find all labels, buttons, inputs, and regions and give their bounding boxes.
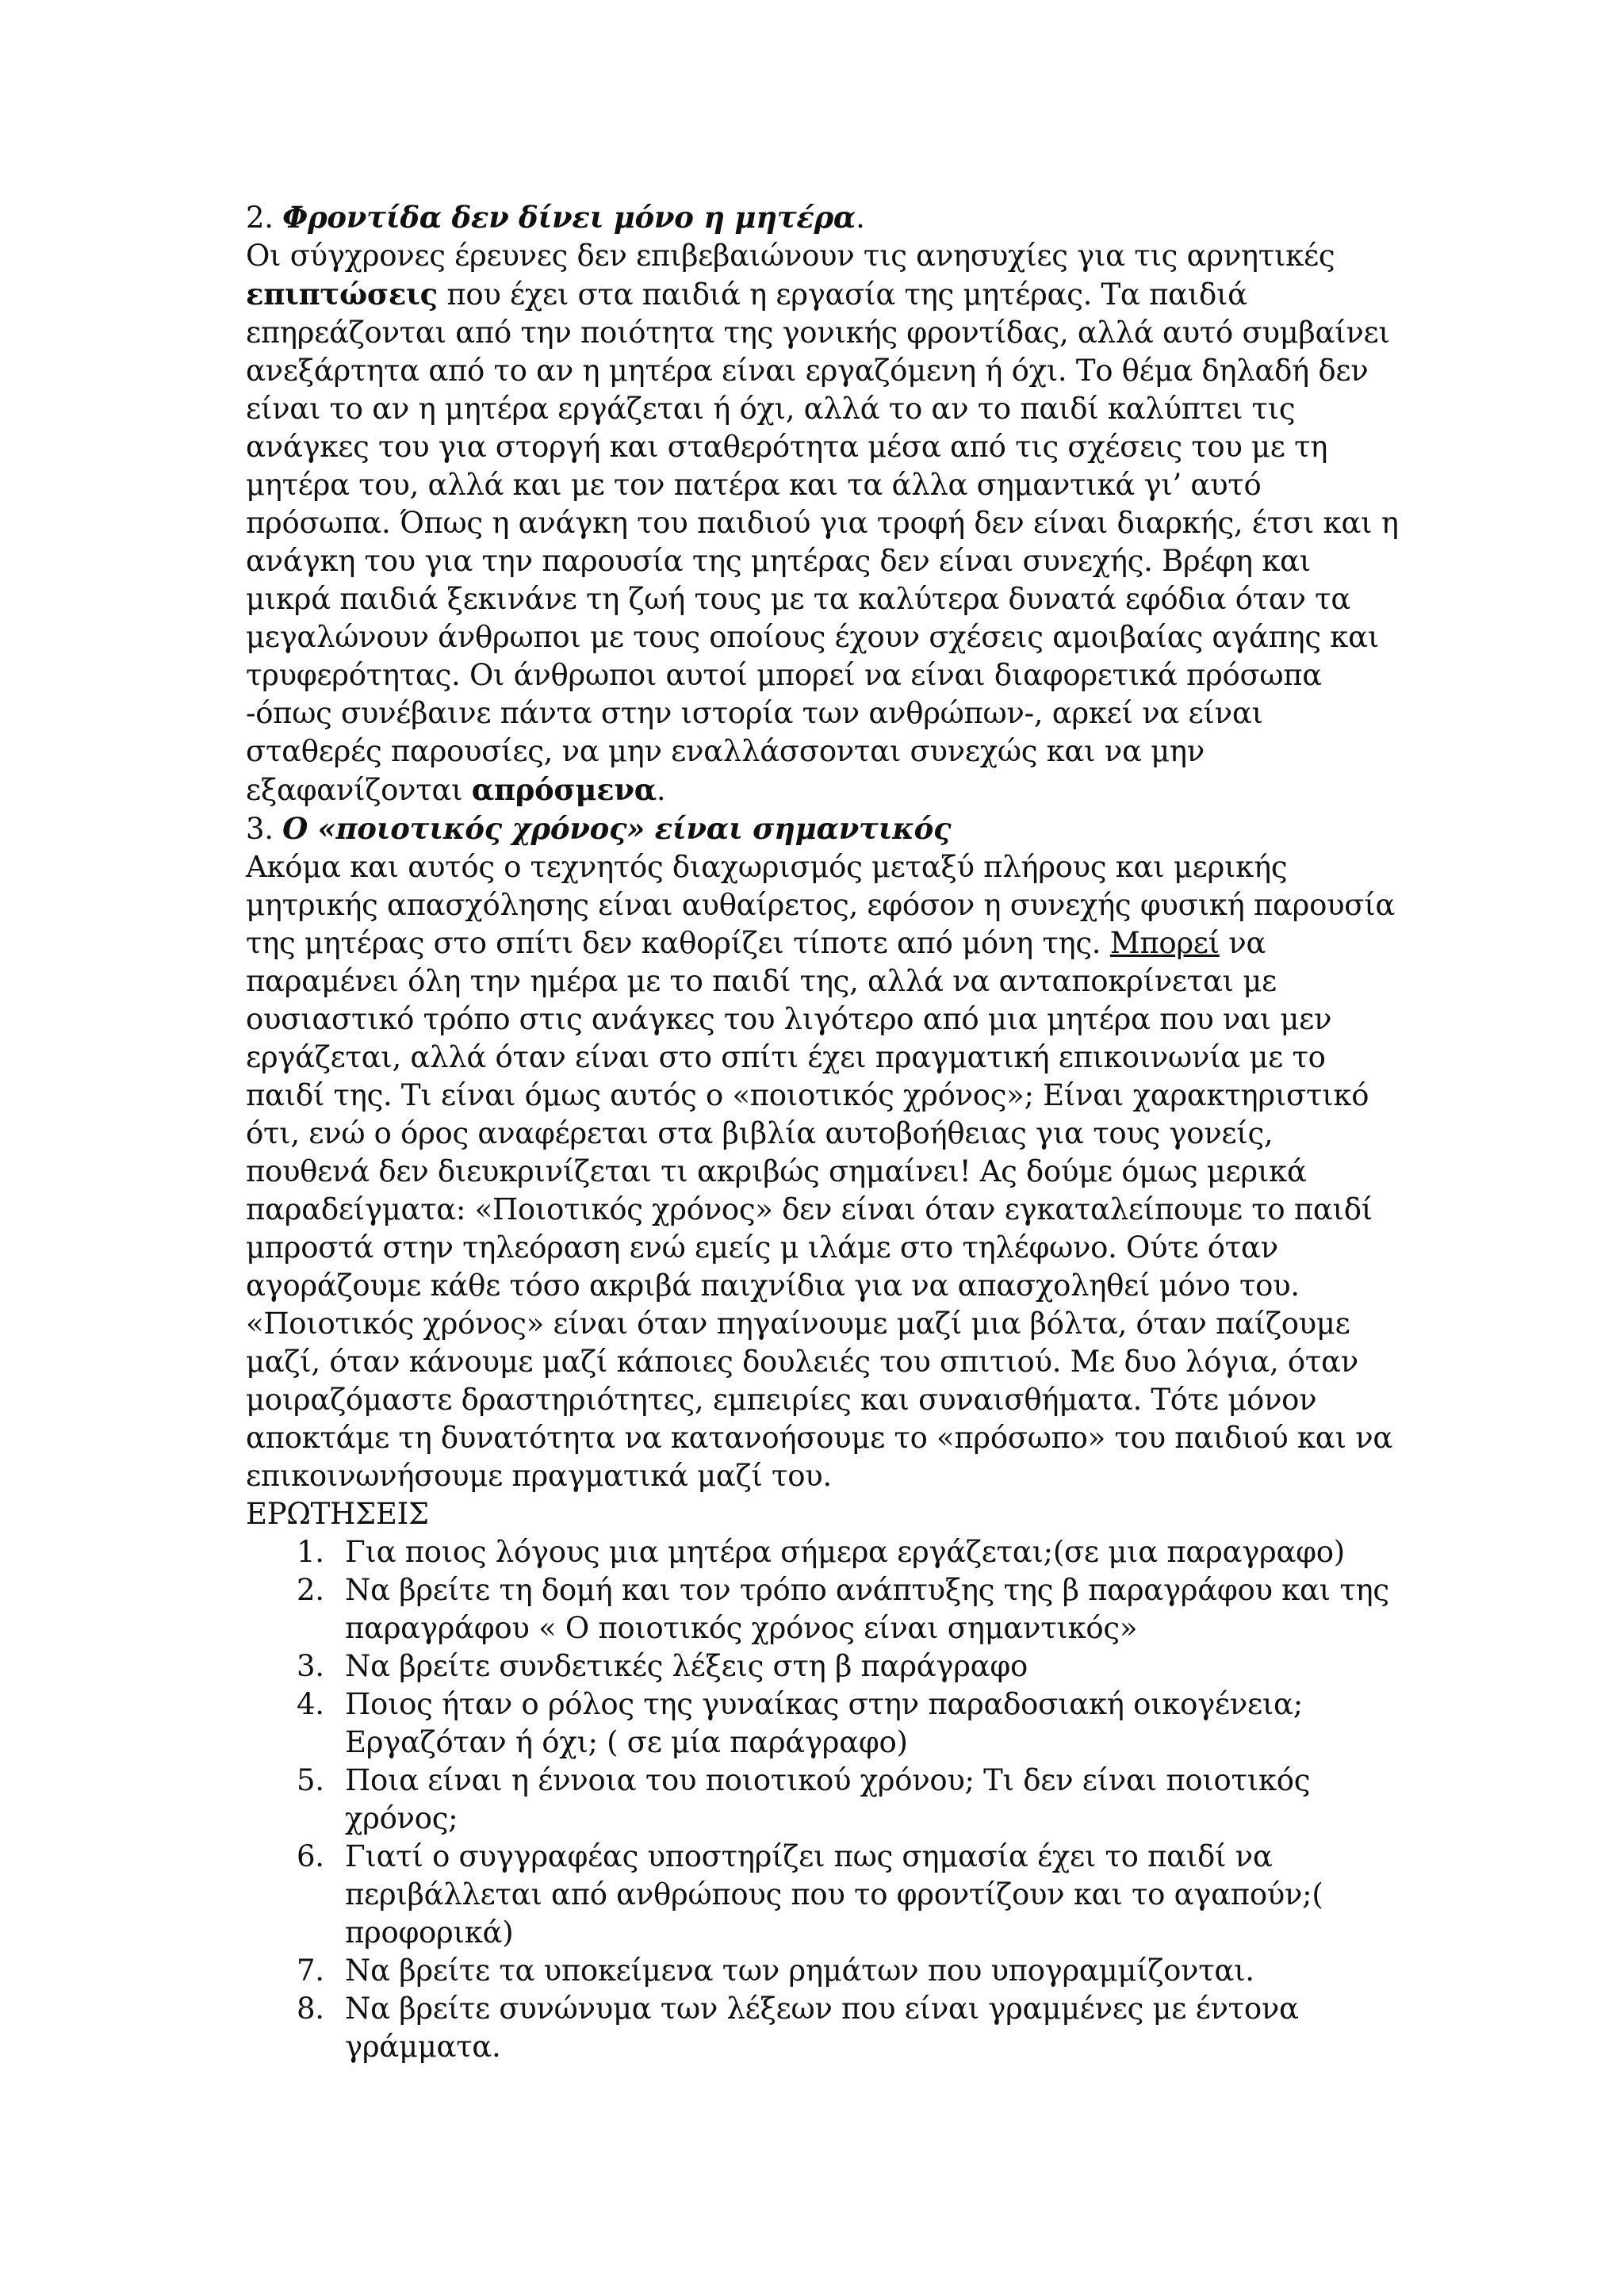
question-number: 5.	[297, 1763, 324, 1797]
question-number: 4.	[297, 1687, 324, 1721]
question-text: Ποια είναι η έννοια του ποιοτικού χρόνου; Τι δεν είναι ποιοτικός χρόνος;	[345, 1763, 1311, 1835]
question-text: Ποιος ήταν ο ρόλος της γυναίκας στην παραδοσιακή οικογένεια; Εργαζόταν ή όχι; ( σε μία παράγραφο)	[345, 1687, 1303, 1759]
question-item	[246, 1762, 1404, 1838]
question-text: Γιατί ο συγγραφέας υποστηρίζει πως σημασία έχει το παιδί να περιβάλλεται από ανθρώπους που το φροντίζουν και το αγαπούν;( προφορικά)	[345, 1839, 1323, 1950]
section-2-text-start: Οι σύγχρονες έρευνες δεν επιβεβαιώνουν τις ανησυχίες για τις αρνητικές	[246, 239, 1335, 273]
document-page	[246, 198, 1404, 2066]
question-text: Να βρείτε τη δομή και τον τρόπο ανάπτυξης της β παραγράφου και της παραγράφου « Ο ποιοτικός χρόνος είναι σημαντικός»	[345, 1573, 1389, 1645]
section-3-number: 3.	[246, 812, 283, 846]
question-number: 3.	[297, 1649, 324, 1683]
section-2-text-middle: που έχει στα παιδιά η εργασία της μητέρας. Τα παιδιά επηρεάζονται από την ποιότητα της γονικής φροντίδας, αλλά αυτό συμβαίνει ανεξάρτητα από το αν η μητέρα είναι εργαζόμενη ή όχι. Το θέμα δηλαδή δεν είναι το αν η μητέρα εργάζεται ή όχι, αλλά το αν το παιδί καλύπτει τις ανάγκες του για στοργή και σταθερότητα μέσα από τις σχέσεις του με τη μητέρα του, αλλά και με τον πατέρα και τα άλλα σημαντικά γι’ αυτό πρόσωπα. Όπως η ανάγκη του παιδιού για τροφή δεν είναι διαρκής, έτσι και η ανάγκη του για την παρουσία της μητέρας δεν είναι συνεχής. Βρέφη και μικρά παιδιά ξεκινάνε τη ζωή τους με τα καλύτερα δυνατά εφόδια όταν τα μεγαλώνουν άνθρωποι με τους οποίους έχουν σχέσεις αμοιβαίας αγάπης και τρυφερότητας. Οι άνθρωποι αυτοί μπορεί να είναι διαφορετικά πρόσωπα -όπως συνέβαινε πάντα στην ιστορία των ανθρώπων-, αρκεί να είναι σταθερές παρουσίες, να μην εναλλάσσονται συνεχώς και να μην εξαφανίζονται	[246, 277, 1399, 807]
section-3-text-start: Ακόμα και αυτός ο τεχνητός διαχωρισμός μεταξύ πλήρους και μερικής μητρικής απασχόλησης είναι αυθαίρετος, εφόσον η συνεχής φυσική παρουσία της μητέρας στο σπίτι δεν καθορίζει τίποτε από μόνη της.	[246, 850, 1396, 960]
question-item	[246, 1571, 1404, 1647]
question-item	[246, 1647, 1404, 1686]
question-number: 1.	[297, 1535, 324, 1569]
bold-word-epiptoseis: επιπτώσεις	[246, 277, 438, 312]
question-number: 6.	[297, 1839, 324, 1873]
section-2-heading	[246, 198, 1404, 237]
question-text: Να βρείτε συνώνυμα των λέξεων που είναι γραμμένες με έντονα γράμματα.	[345, 1992, 1299, 2064]
section-2-title: Φροντίδα δεν δίνει μόνο η μητέρα	[282, 200, 856, 235]
question-number: 8.	[297, 1992, 324, 2026]
questions-list	[246, 1533, 1404, 2066]
section-3-paragraph	[246, 848, 1404, 1495]
underlined-word-mporei: Μπορεί	[1109, 926, 1220, 960]
question-text: Για ποιος λόγους μια μητέρα σήμερα εργάζεται;(σε μια παραγραφο)	[345, 1535, 1345, 1569]
questions-title: ΕΡΩΤΗΣΕΙΣ	[246, 1497, 429, 1531]
section-3-heading	[246, 809, 1404, 848]
question-number: 2.	[297, 1573, 324, 1607]
section-3-title: Ο «ποιοτικός χρόνος» είναι σημαντικός	[282, 811, 952, 846]
question-text: Να βρείτε τα υποκείμενα των ρημάτων που υπογραμμίζονται.	[345, 1954, 1254, 1988]
question-number: 7.	[297, 1954, 324, 1988]
question-item	[246, 1952, 1404, 1990]
section-2-title-end: .	[856, 201, 865, 235]
section-2-number: 2.	[246, 201, 283, 235]
bold-word-aprosmena: απρόσμενα	[471, 772, 657, 807]
question-text: Να βρείτε συνδετικές λέξεις στη β παράγραφο	[345, 1649, 1028, 1683]
question-item	[246, 1686, 1404, 1762]
question-item	[246, 1990, 1404, 2066]
section-2-text-end: .	[656, 773, 666, 807]
question-item	[246, 1533, 1404, 1571]
section-3-text-end: να παραμένει όλη την ημέρα με το παιδί της, αλλά να ανταποκρίνεται με ουσιαστικό τρόπο στις ανάγκες του λιγότερο από μια μητέρα που ναι μεν εργάζεται, αλλά όταν είναι στο σπίτι έχει πραγματική επικοινωνία με το παιδί της. Τι είναι όμως αυτός ο «ποιοτικός χρόνος»; Είναι χαρακτηριστικό ότι, ενώ ο όρος αναφέρεται στα βιβλία αυτοβοήθειας για τους γονείς, πουθενά δεν διευκρινίζεται τι ακριβώς σημαίνει! Ας δούμε όμως μερικά παραδείγματα: «Ποιοτικός χρόνος» δεν είναι όταν εγκαταλείπουμε το παιδί μπροστά στην τηλεόραση ενώ εμείς μ ιλάμε στο τηλέφωνο. Ούτε όταν αγοράζουμε κάθε τόσο ακριβά παιχνίδια για να απασχοληθεί μόνο του. «Ποιοτικός χρόνος» είναι όταν πηγαίνουμε μαζί μια βόλτα, όταν παίζουμε μαζί, όταν κάνουμε μαζί κάποιες δουλειές του σπιτιού. Με δυο λόγια, όταν μοιραζόμαστε δραστηριότητες, εμπειρίες και συναισθήματα. Τότε μόνον αποκτάμε τη δυνατότητα να κατανοήσουμε το «πρόσωπο» του παιδιού και να επικοινωνήσουμε πραγματικά μαζί του.	[246, 926, 1393, 1493]
section-2-paragraph	[246, 237, 1404, 809]
question-item	[246, 1838, 1404, 1952]
